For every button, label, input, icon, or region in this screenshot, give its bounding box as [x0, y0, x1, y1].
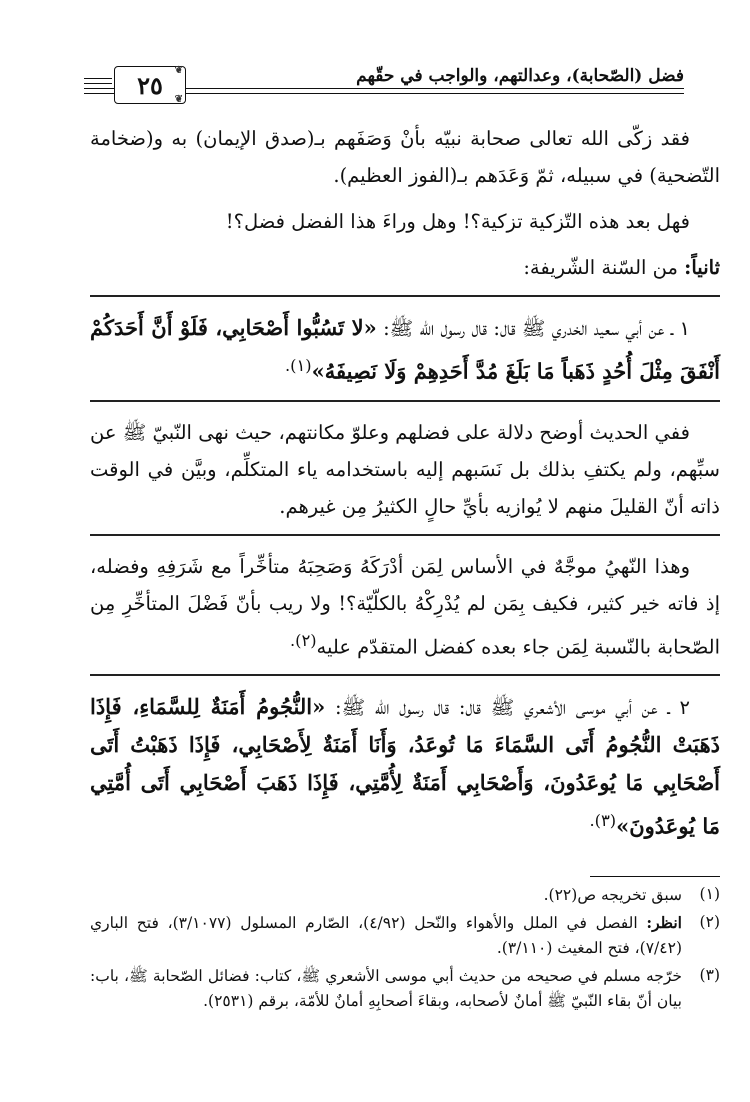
paragraph [90, 548, 720, 666]
section-divider [90, 674, 720, 676]
page-number: ٢٥ [137, 70, 163, 100]
footnote-rule [590, 876, 720, 877]
hadith-2 [90, 688, 720, 846]
hadith-1-text: «لا تَسُبُّوا أَصْحَابِي، فَلَوْ أَنَّ أَحَدَكُمْ أَنْفَقَ مِثْلَ أُحُدٍ ذَهَباً مَا بَلَغَ مُدَّ أَحَدِهِمْ وَلَا نَصِيفَهُ» [90, 315, 720, 384]
footnote-text: سبق تخريجه ص(٢٢). [543, 886, 682, 904]
footnote-text: انظر: الفصل في الملل والأهواء والنّحل (٤/٩٢)، الصّارم المسلول (٣/١٠٧٧)، فتح الباري (٧/٤٢)، فتح المغيث (٣/١١٠). [90, 913, 682, 957]
footnote [90, 910, 720, 961]
section-divider [90, 295, 720, 297]
page-header [84, 58, 684, 110]
main-text [90, 120, 720, 855]
hadith-2-intro: ٢ ـ عن أبي موسى الأشعري ﷺ قال: قال رسول الله ﷺ: [335, 696, 690, 719]
hadith-1 [90, 309, 720, 391]
footnote-number: (٣) [699, 966, 720, 984]
section-heading-text: من السّنة الشّريفة: [523, 256, 678, 279]
ornament-icon: ❦ [174, 94, 183, 105]
paragraph-text: وهذا النّهيُ موجَّهٌ في الأساس لِمَن أدْرَكَهُ وَصَحِبَهُ متأخِّراً مع شَرَفِهِ وفضله، إذ فاته خير كثير، فكيف بِمَن لم يُدْرِكْهُ بالكلّيّة؟! ولا ريب بأنّ فَضْلَ المتأخِّرِ مِن الصّحابة بالنّسبة لِمَن جاء بعده كفضل المتقدّم عليه [90, 554, 720, 658]
page-number-box [114, 66, 186, 104]
section-heading [90, 249, 720, 286]
header-side-lines [84, 78, 112, 93]
footnote [90, 963, 720, 1014]
section-divider [90, 400, 720, 402]
ornament-icon: ❦ [174, 65, 183, 76]
footnote-text: خرّجه مسلم في صحيحه من حديث أبي موسى الأشعري ﷺ، كتاب: فضائل الصّحابة ﷺ، باب: بيان أنّ بقاء النّبيّ ﷺ أمانٌ لأصحابه، وبقاءَ أصحابِهِ أمانٌ للأمّة، برقم (٢٥٣١). [90, 967, 682, 1010]
section-divider [90, 534, 720, 536]
running-title: فضل (الصّحابة)، وعدالتهم، والواجب في حقّهم [356, 66, 684, 86]
footnote-number: (٢) [699, 913, 720, 931]
footnote-ref: (٢). [289, 630, 317, 650]
footnote-ref: (٣). [589, 811, 617, 830]
hadith-1-intro: ١ ـ عن أبي سعيد الخدري ﷺ قال: قال رسول الله ﷺ: [383, 317, 690, 340]
section-heading-label: ثانياً: [684, 256, 720, 279]
footnote-bold-label: انظر: [646, 913, 682, 932]
paragraph: فهل بعد هذه التّزكية تزكية؟! وهل وراءَ هذا الفضل فضل؟! [225, 210, 690, 233]
footnote [90, 882, 720, 908]
paragraph: ففي الحديث أوضح دلالة على فضلهم وعلوّ مكانتهم، حيث نهى النّبيّ ﷺ عن سبِّهم، ولم يكتفِ بذلك بل نَسَبهم إليه باستخدامه ياء المتكلِّم، وبيَّن في الوقت ذاته أنّ القليلَ منهم لا يُوازيه بأيِّ حالٍ الكثيرُ مِن غيرهم. [90, 420, 720, 518]
footnotes [90, 882, 720, 1016]
paragraph: فقد زكّى الله تعالى صحابة نبيّه بأنْ وَصَفَهم بـ(صدق الإيمان) به و(ضخامة التّضحية) في سبيله، ثمّ وَعَدَهم بـ(الفوز العظيم). [90, 127, 720, 187]
hadith-2-text: «النُّجُومُ أَمَنَةٌ لِلسَّمَاءِ، فَإِذَا ذَهَبَتْ النُّجُومُ أَتَى السَّمَاءَ مَا تُوعَدُ، وَأَنَا أَمَنَةٌ لِأَصْحَابِي، فَإِذَا ذَهَبْتُ أَتَى أَصْحَابِي مَا يُوعَدُونَ، وَأَصْحَابِي أَمَنَةٌ لِأُمَّتِي، فَإِذَا ذَهَبَ أَصْحَابِي أَتَى أُمَّتِي مَا يُوعَدُونَ» [90, 694, 720, 839]
footnote-number: (١) [699, 885, 720, 903]
footnote-ref: (١). [285, 356, 312, 375]
